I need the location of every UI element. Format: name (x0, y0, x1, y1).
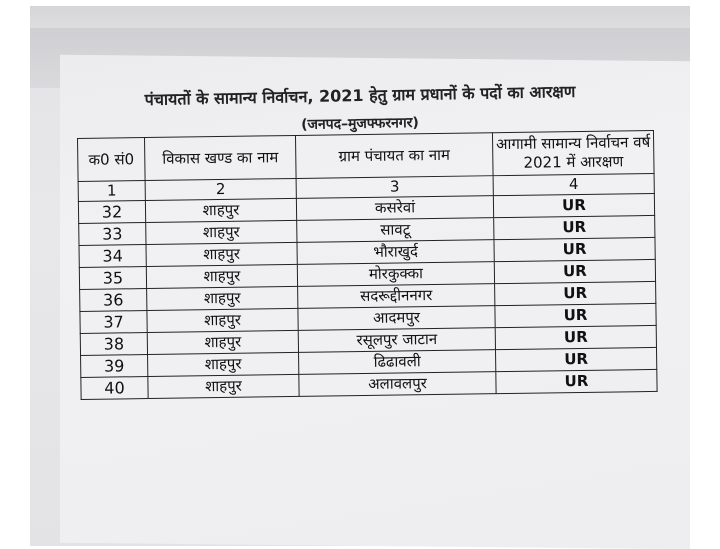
serial-cell: 40 (81, 377, 148, 400)
serial-cell: 37 (80, 311, 147, 334)
panchayat-cell: अलावलपुर (299, 372, 496, 397)
header-serial: क0 सं0 (78, 138, 146, 182)
reservation-table (77, 130, 658, 400)
reservation-cell: UR (494, 215, 655, 239)
reservation-cell: UR (496, 369, 657, 393)
panchayat-cell: मोरकुक्का (297, 262, 494, 287)
block-cell: शाहपुर (147, 330, 298, 354)
reservation-cell: UR (495, 347, 656, 371)
block-cell: शाहपुर (147, 286, 298, 310)
block-cell: शाहपुर (145, 198, 296, 222)
reservation-cell: UR (495, 325, 656, 349)
panchayat-cell: आदमपुर (298, 306, 495, 331)
block-cell: शाहपुर (146, 220, 297, 244)
column-number: 4 (493, 173, 654, 195)
block-cell: शाहपुर (148, 352, 299, 376)
column-number: 2 (145, 178, 296, 200)
serial-cell: 39 (81, 355, 148, 378)
panchayat-cell: कसरेवां (296, 196, 493, 221)
document-title: पंचायतों के सामान्य निर्वाचन, 2021 हेतु ग्राम प्रधानों के पदों का आरक्षण (144, 81, 576, 110)
block-cell: शाहपुर (147, 308, 298, 332)
serial-cell: 33 (79, 223, 146, 246)
reservation-cell: UR (494, 259, 655, 283)
panchayat-cell: रसूलपुर जाटान (298, 328, 495, 353)
block-cell: शाहपुर (146, 242, 297, 266)
panchayat-cell: भौराखुर्द (297, 240, 494, 265)
column-number: 1 (78, 181, 145, 202)
panchayat-cell: ढिढावली (299, 350, 496, 375)
serial-cell: 32 (78, 201, 145, 224)
panchayat-cell: सावटू (297, 218, 494, 243)
serial-cell: 38 (80, 333, 147, 356)
reservation-cell: UR (493, 193, 654, 217)
block-cell: शाहपुर (148, 374, 299, 398)
header-block: विकास खण्ड का नाम (145, 135, 297, 180)
block-cell: शाहपुर (146, 264, 297, 288)
reservation-cell: UR (495, 303, 656, 327)
document-subtitle: (जनपद–मुजफ्फरनगर) (301, 114, 420, 134)
serial-cell: 35 (79, 267, 146, 290)
column-number: 3 (296, 176, 493, 199)
header-reservation: आगामी सामान्य निर्वाचन वर्ष 2021 में आरक्षण (492, 130, 654, 175)
header-panchayat: ग्राम पंचायत का नाम (295, 133, 493, 179)
panchayat-cell: सदरूद्दीननगर (298, 284, 495, 309)
serial-cell: 36 (80, 289, 147, 312)
reservation-cell: UR (495, 281, 656, 305)
table-body (78, 193, 657, 399)
serial-cell: 34 (79, 245, 146, 268)
reservation-cell: UR (494, 237, 655, 261)
